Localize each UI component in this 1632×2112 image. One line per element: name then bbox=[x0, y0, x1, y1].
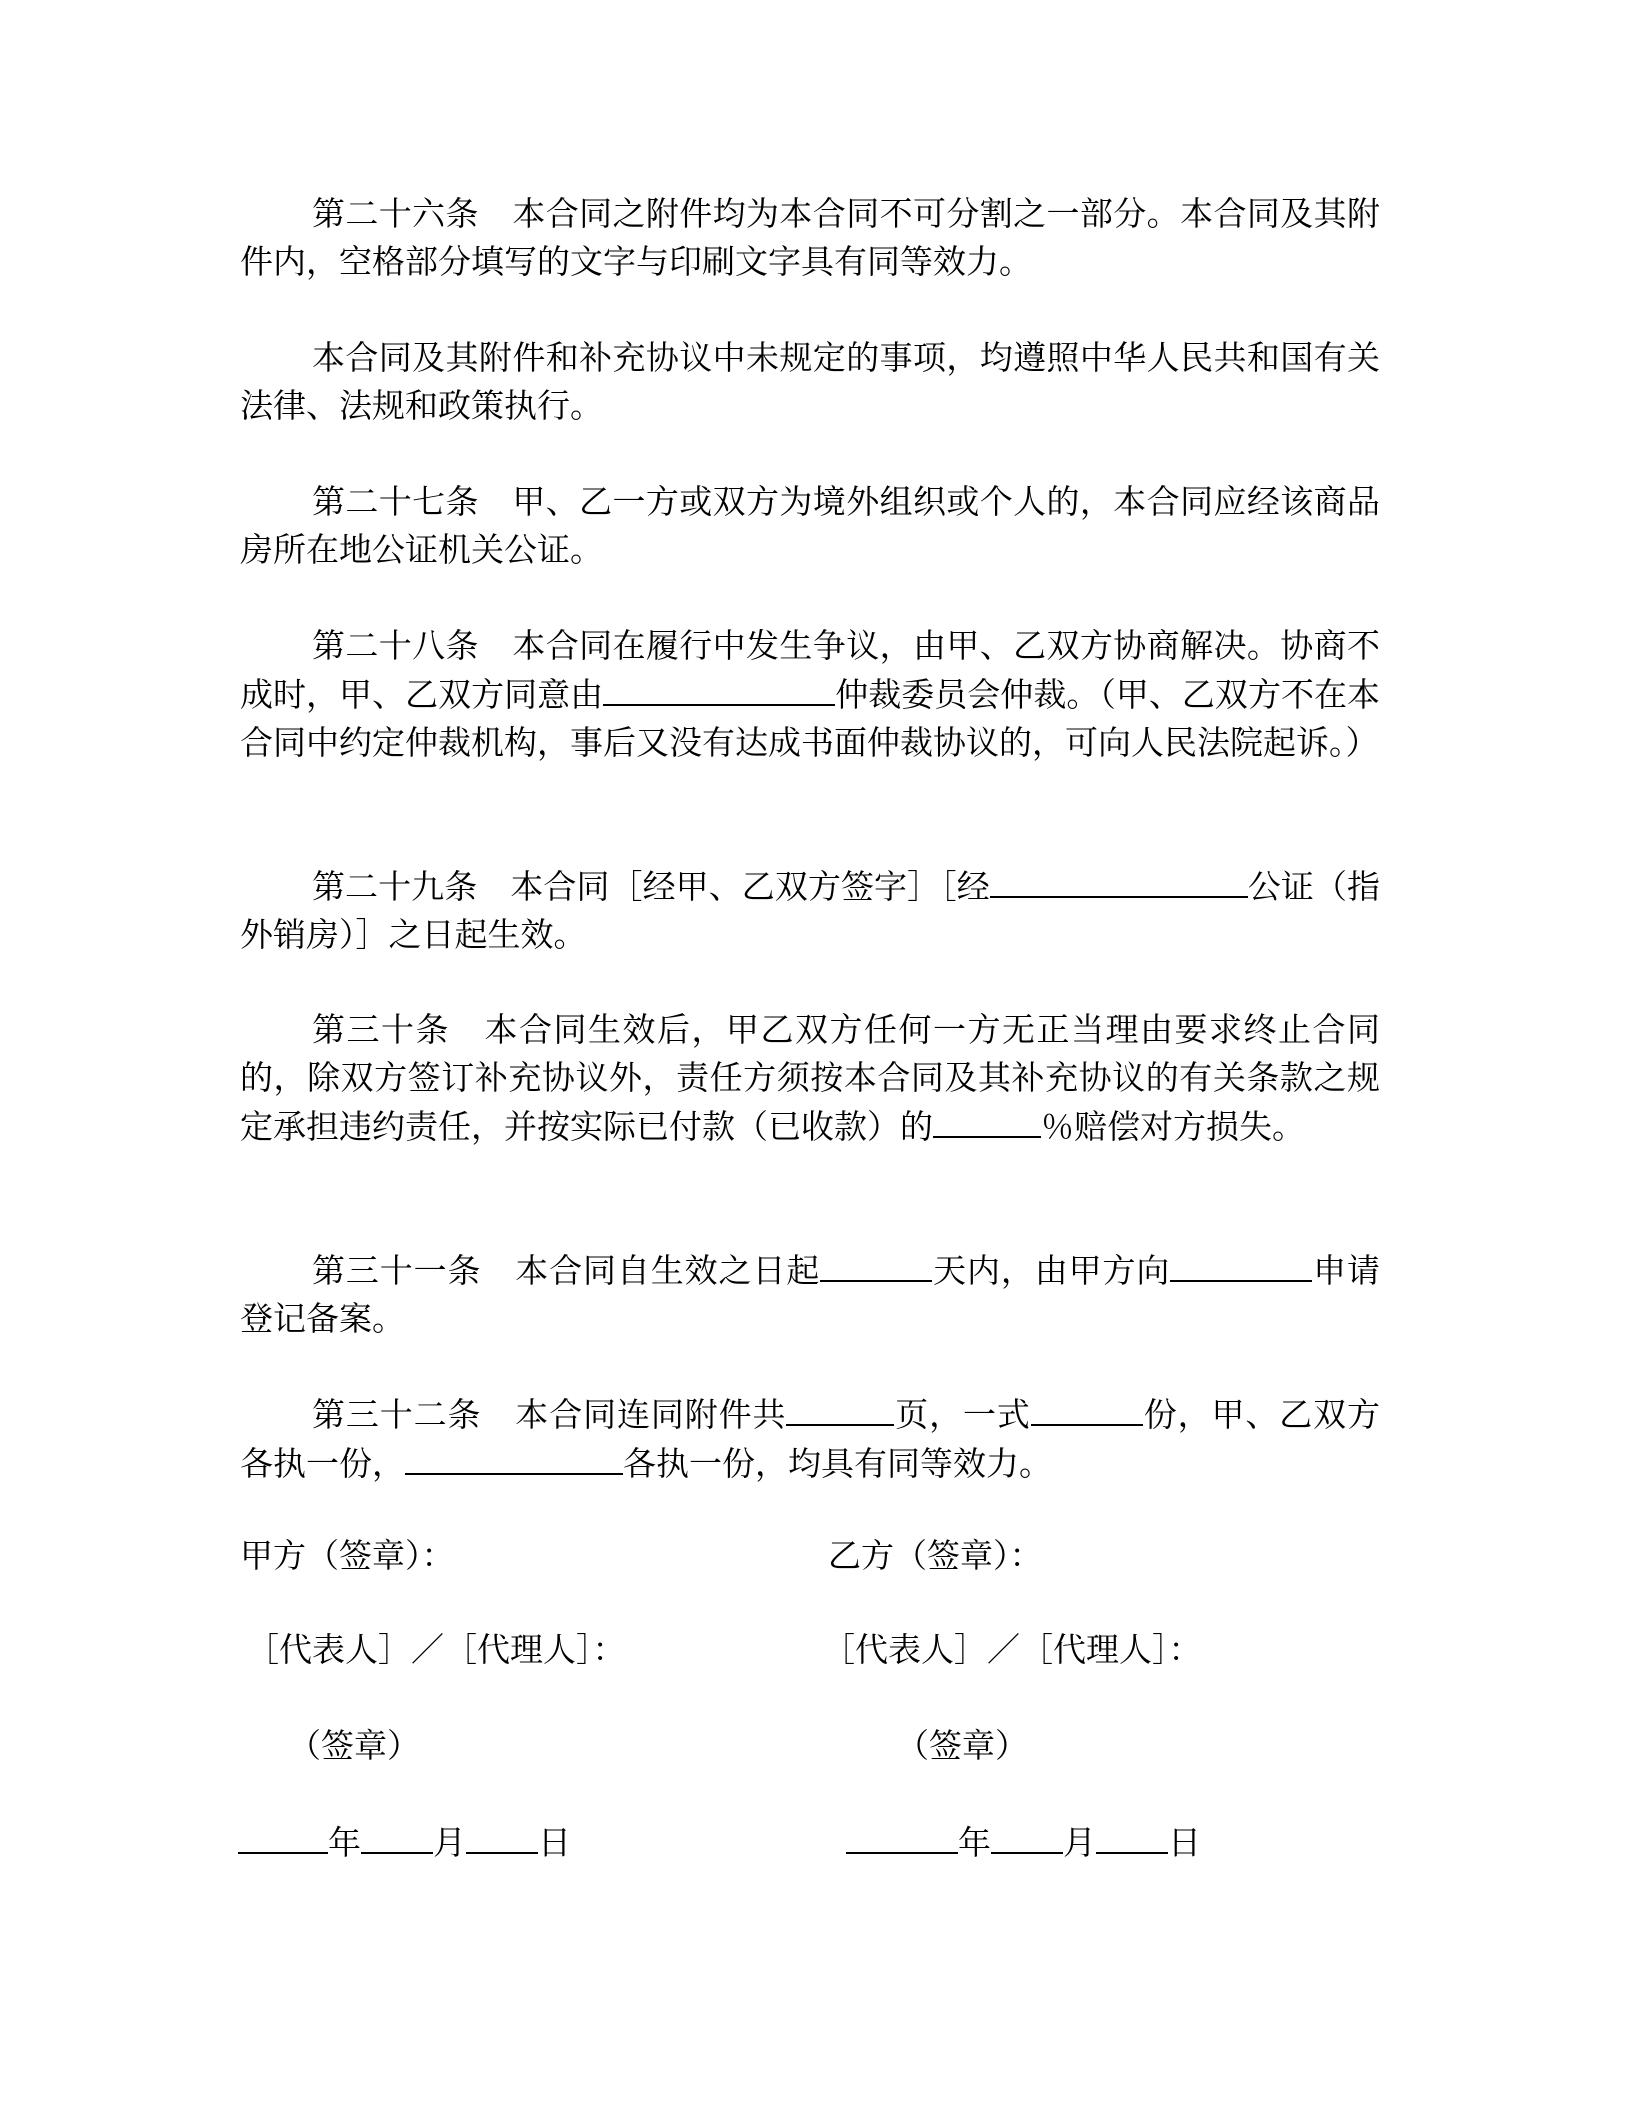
article-26-paragraph-2 bbox=[240, 334, 1380, 430]
party-a-month-label: 月 bbox=[433, 1823, 466, 1862]
article-26-text-1: 第二十六条 本合同之附件均为本合同不可分割之一部分。本合同及其附件内，空格部分填写的文字与印刷文字具有同等效力。 bbox=[240, 194, 1380, 281]
party-b-day-label: 日 bbox=[1168, 1823, 1201, 1862]
article-26-paragraph-1 bbox=[240, 190, 1380, 286]
arbitration-committee-blank[interactable] bbox=[603, 670, 835, 706]
article-32-text-2: 页，一式 bbox=[894, 1395, 1031, 1434]
party-b-seal: （签章） bbox=[896, 1726, 1028, 1765]
article-28-text-1: 第二十八条 本合同在履行中发生争议，由甲、乙双方协商解决。协商不成时，甲、乙双方同意由 bbox=[240, 626, 1380, 714]
party-b-month-label: 月 bbox=[1063, 1823, 1096, 1862]
article-27-text: 第二十七条 甲、乙一方或双方为境外组织或个人的，本合同应经该商品房所在地公证机关公证。 bbox=[240, 482, 1380, 569]
party-a-date bbox=[238, 1818, 571, 1867]
party-b-day-blank[interactable] bbox=[1096, 1818, 1168, 1854]
article-29-text-1: 第二十九条 本合同［经甲、乙双方签字］［经 bbox=[312, 867, 990, 906]
party-b-year-label: 年 bbox=[958, 1823, 991, 1862]
article-28-text-2: 仲裁委员会仲裁。（甲、乙双方不在本合同中约定仲裁机构，事后又没有达成书面仲裁协议的，可向人民法院起诉。） bbox=[240, 675, 1381, 762]
article-32-text-1: 第三十二条 本合同连同附件共 bbox=[312, 1395, 787, 1434]
article-28-paragraph bbox=[240, 622, 1380, 767]
article-26-text-2: 本合同及其附件和补充协议中未规定的事项，均遵照中华人民共和国有关法律、法规和政策执行。 bbox=[240, 338, 1380, 425]
party-a-day-blank[interactable] bbox=[466, 1818, 538, 1854]
other-holder-blank[interactable] bbox=[405, 1439, 623, 1475]
article-32-text-4: 各执一份，均具有同等效力。 bbox=[623, 1444, 1052, 1483]
article-31-text-3: 申请登记备案。 bbox=[240, 1251, 1381, 1338]
registration-office-blank[interactable] bbox=[1170, 1246, 1312, 1282]
article-29-text-2: 公证（指外销房）］之日起生效。 bbox=[240, 867, 1381, 954]
pages-count-blank[interactable] bbox=[786, 1390, 894, 1426]
article-31-paragraph bbox=[240, 1246, 1380, 1343]
party-b-label: 乙方（签章）： bbox=[828, 1536, 1043, 1575]
compensation-percent-blank[interactable] bbox=[933, 1102, 1041, 1138]
party-b-date bbox=[846, 1818, 1201, 1867]
article-31-text-1: 第三十一条 本合同自生效之日起 bbox=[312, 1251, 821, 1290]
article-30-text-1: 第三十条 本合同生效后，甲乙双方任何一方无正当理由要求终止合同的，除双方签订补充协议外，责任方须按本合同及其补充协议的有关条款之规定承担违约责任，并按实际已付款（已收款）的 bbox=[240, 1010, 1380, 1146]
party-a-year-blank[interactable] bbox=[238, 1818, 328, 1854]
article-32-paragraph bbox=[240, 1390, 1380, 1488]
party-b-year-blank[interactable] bbox=[846, 1818, 958, 1854]
party-a-day-label: 日 bbox=[538, 1823, 571, 1862]
copies-count-blank[interactable] bbox=[1031, 1390, 1143, 1426]
party-a-representative: ［代表人］／［代理人］： bbox=[246, 1630, 626, 1669]
party-a-seal: （签章） bbox=[288, 1726, 420, 1765]
article-29-paragraph bbox=[240, 862, 1380, 959]
notary-blank[interactable] bbox=[990, 862, 1248, 898]
party-a-label: 甲方（签章）： bbox=[240, 1536, 455, 1575]
article-32-text-3: 份，甲、乙双方各执一份， bbox=[240, 1395, 1381, 1483]
days-blank[interactable] bbox=[820, 1246, 932, 1282]
article-30-text-2: ％赔偿对方损失。 bbox=[1041, 1107, 1305, 1146]
party-a-year-label: 年 bbox=[328, 1823, 361, 1862]
article-27-paragraph bbox=[240, 478, 1380, 574]
party-b-representative: ［代表人］／［代理人］： bbox=[822, 1630, 1202, 1669]
article-31-text-2: 天内，由甲方向 bbox=[932, 1251, 1171, 1290]
party-b-month-blank[interactable] bbox=[991, 1818, 1063, 1854]
party-a-month-blank[interactable] bbox=[361, 1818, 433, 1854]
article-30-paragraph bbox=[240, 1006, 1380, 1151]
